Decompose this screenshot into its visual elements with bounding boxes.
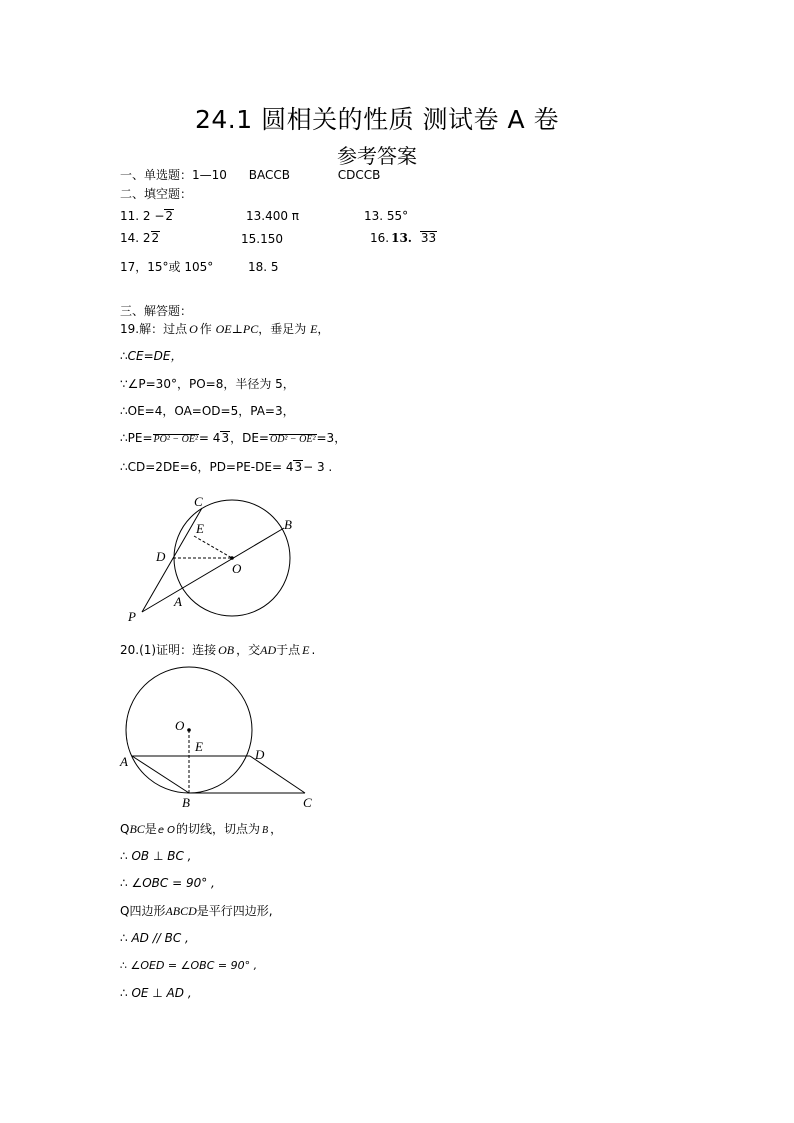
q19-l5-rad2: 3 (221, 431, 230, 445)
answer-14-text: 14. 2 (120, 231, 151, 245)
section-solutions-label: 三、解答题： (120, 304, 193, 318)
fig1-label-e: E (196, 521, 204, 536)
q19-mid: 作 (199, 322, 212, 336)
proof-line-5: ∴ AD // BC , (120, 931, 189, 945)
proof-p4-abcd: ABCD (165, 904, 197, 918)
q19-l5-a: ∴PE= (120, 431, 153, 445)
proof-line-6: ∴ ∠OED = ∠OBC = 90° , (120, 959, 258, 972)
fig2-label-d: D (255, 747, 265, 762)
proof-p1-g: ， (270, 822, 283, 836)
q19-l5-c: ，DE= (230, 431, 269, 445)
proof-p1-c: 是 (144, 822, 157, 836)
proof-p1-circle: e O (157, 825, 176, 836)
q20-ob: OB (218, 643, 235, 657)
q19-head: 19.解：过点 (120, 322, 188, 336)
proof-line-1 (120, 822, 282, 838)
q19-line-3: ∵∠P=30°，PO=8，半径为 5， (120, 377, 295, 391)
proof-line-3: ∴ ∠OBC = 90° , (120, 876, 215, 890)
fig1-label-a: A (174, 594, 182, 609)
proof-p4-a: Q四边形 (120, 904, 166, 918)
single-choice-answers-1: BACCB (248, 168, 290, 182)
single-choice-label: 一、单选题：1—10 (120, 168, 227, 182)
answer-16-text: 16. (370, 231, 390, 245)
section-fill-blank-label: 二、填空题： (120, 187, 193, 201)
answer-11 (120, 209, 174, 223)
figure-q19 (120, 495, 320, 625)
fig1-label-b: B (284, 517, 292, 532)
fig1-line-eo (194, 536, 232, 558)
fig2-label-b: B (182, 795, 190, 810)
fig2-label-c: C (303, 795, 312, 810)
fig1-center-dot (230, 556, 234, 560)
q19-point-o: O (189, 322, 198, 336)
page-subtitle: 参考答案 (337, 144, 417, 168)
fig1-line-pc (142, 508, 202, 612)
answer-18: 18. 5 (248, 260, 279, 274)
answer-11-text: 11. 2 − (120, 209, 165, 223)
q19-l5-rad3: OD² − OE² (269, 434, 316, 445)
q19-line-2: ∴CE=DE， (120, 349, 183, 363)
q19-line-1 (120, 322, 329, 336)
fig1-label-d: D (156, 549, 166, 564)
proof-p1-e: 的切线，切点为 (176, 822, 261, 836)
fig2-line-ab (132, 756, 189, 793)
q20-head: 20.(1)证明：连接 (120, 643, 217, 657)
answer-16-bold: 13. (391, 231, 412, 245)
figure-q20 (115, 662, 325, 812)
fig1-line-pb (142, 528, 284, 612)
answer-17: 17，15°或 105° (120, 260, 214, 274)
proof-p4-c: 是平行四边形, (196, 904, 273, 918)
answer-14-radical: 2 (151, 231, 160, 245)
answer-13: 13.400 π (246, 209, 300, 223)
fig1-label-p: P (128, 609, 136, 624)
single-choice-answers-2: CDCCB (337, 168, 381, 182)
q20-mid: ，交 (236, 643, 261, 657)
fig1-label-o: O (232, 561, 242, 576)
page-title: 24.1 圆相关的性质 测试卷 A 卷 (195, 105, 560, 134)
fig2-label-e: E (195, 739, 203, 754)
answer-14 (120, 231, 160, 245)
fig1-label-c: C (194, 494, 203, 509)
q19-perp: OE⊥PC (215, 322, 259, 336)
q20-ad: AD (260, 643, 277, 657)
proof-line-2: ∴ OB ⊥ BC , (120, 849, 192, 863)
q19-l6-a: ∴CD=2DE=6，PD=PE-DE= 4 (120, 460, 294, 474)
q19-l5-b: = 4 (198, 431, 221, 445)
answer-15: 15.150 (241, 232, 283, 246)
q19-l5-rad1: PO² − OE² (153, 434, 198, 445)
q19-l6-b: − 3 . (303, 460, 333, 474)
fig2-label-a: A (120, 754, 128, 769)
q19-line-6 (120, 460, 332, 474)
q19-line-5 (120, 431, 346, 445)
fig2-label-o: O (175, 718, 185, 733)
q20-line-1 (120, 643, 315, 657)
q19-point-e: E (310, 322, 318, 336)
answer-11-radical: 2 (165, 209, 174, 223)
proof-p1-b: B (262, 825, 269, 836)
q19-l5-d: =3， (316, 431, 347, 445)
q20-e: E (302, 643, 310, 657)
fig2-center-dot (187, 728, 191, 732)
section-single-choice (120, 168, 380, 182)
q19-tail: ，垂足为 (258, 322, 307, 336)
q19-end: ， (317, 322, 330, 336)
q20-end: . (311, 643, 316, 657)
proof-p1-a: Q (120, 822, 130, 836)
answer-15-13: 13. 55° (364, 209, 409, 223)
proof-p1-bc: BC (129, 822, 145, 836)
q19-line-4: ∴OE=4，OA=OD=5，PA=3， (120, 404, 295, 418)
q20-tail: 于点 (276, 643, 301, 657)
q19-l6-rad: 3 (294, 460, 303, 474)
proof-line-4 (120, 904, 273, 918)
proof-line-7: ∴ OE ⊥ AD , (120, 986, 192, 1000)
answer-16-radical: 33 (420, 231, 437, 245)
answer-16 (370, 231, 437, 245)
